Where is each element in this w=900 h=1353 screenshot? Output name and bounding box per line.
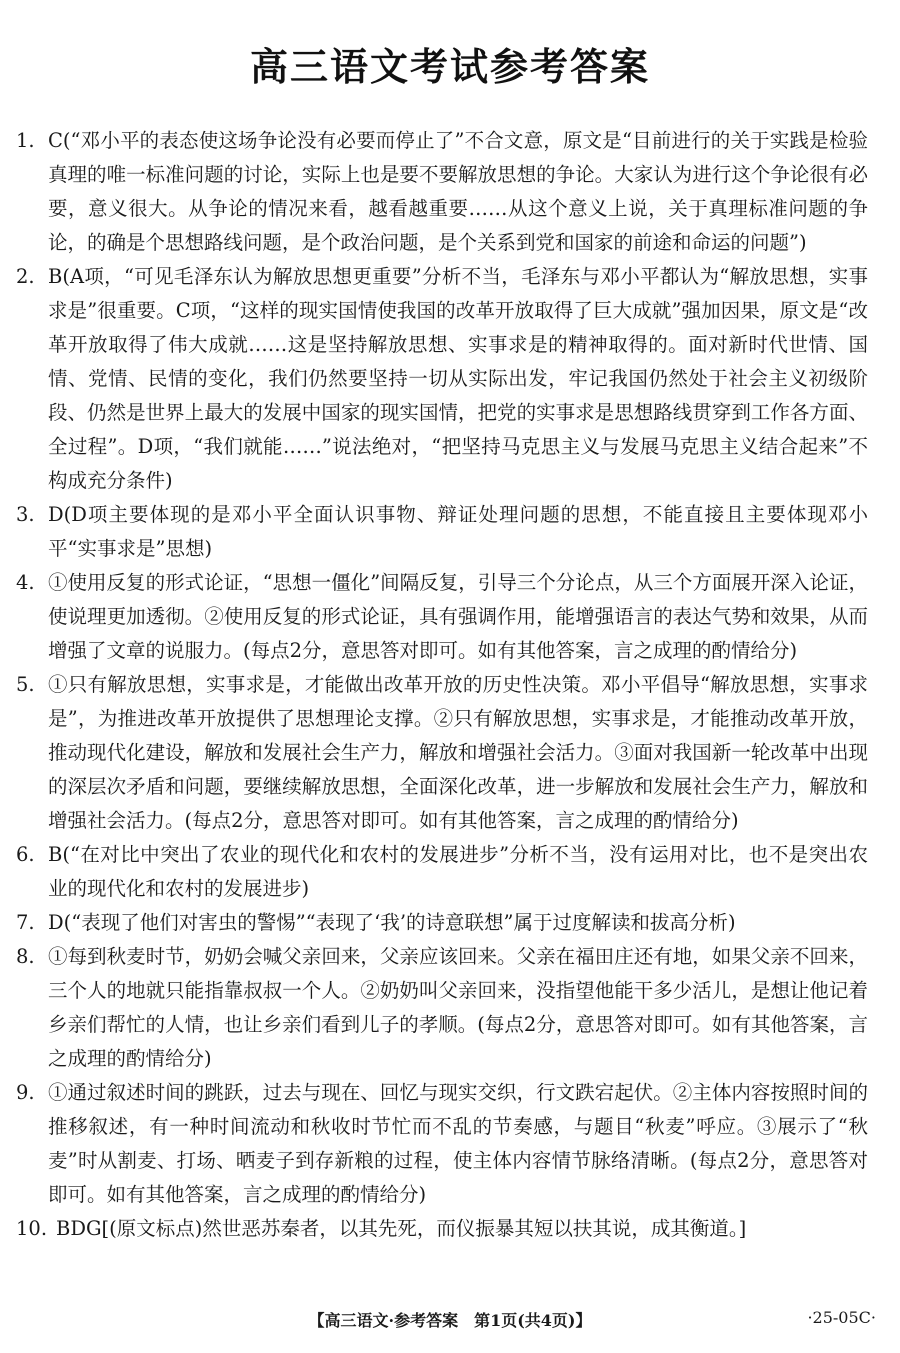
answer-item-1 — [16, 124, 868, 260]
answer-number: 7. — [16, 911, 35, 934]
answer-item-8 — [16, 940, 868, 1076]
answer-number: 9. — [16, 1081, 35, 1104]
footer-page-info: 【高三语文·参考答案 第1页(共4页)】 — [308, 1311, 592, 1330]
answer-number: 8. — [16, 945, 35, 968]
answer-item-10 — [16, 1212, 868, 1246]
answer-number: 2. — [16, 265, 35, 288]
answer-text: ①每到秋麦时节，奶奶会喊父亲回来，父亲应该回来。父亲在福田庄还有地，如果父亲不回来，三个人的地就只能指靠叔叔一个人。②奶奶叫父亲回来，没指望他能干多少活儿，是想让他记着乡亲们帮忙的人情，也让乡亲们看到儿子的孝顺。(每点2分，意思答对即可。如有其他答案，言之成理的酌情给分) — [48, 945, 868, 1070]
answer-number: 4. — [16, 571, 35, 594]
answer-number: 1. — [16, 129, 35, 152]
answer-item-5 — [16, 668, 868, 838]
answer-text: B(A项，“可见毛泽东认为解放思想更重要”分析不当，毛泽东与邓小平都认为“解放思想，实事求是”很重要。C项，“这样的现实国情使我国的改革开放取得了巨大成就”强加因果，原文是“改革开放取得了伟大成就……这是坚持解放思想、实事求是的精神取得的。面对新时代世情、国情、党情、民情的变化，我们仍然要坚持一切从实际出发，牢记我国仍然处于社会主义初级阶段、仍然是世界上最大的发展中国家的现实国情，把党的实事求是思想路线贯穿到工作各方面、全过程”。D项，“我们就能……”说法绝对，“把坚持马克思主义与发展马克思主义结合起来”不构成充分条件) — [48, 265, 868, 492]
answer-number: 10. — [16, 1217, 48, 1240]
answer-item-4 — [16, 566, 868, 668]
page-footer — [0, 1304, 900, 1334]
answer-item-2 — [16, 260, 868, 498]
answer-list — [16, 124, 868, 1246]
answer-item-9 — [16, 1076, 868, 1212]
answer-text: ①通过叙述时间的跳跃，过去与现在、回忆与现实交织，行文跌宕起伏。②主体内容按照时间的推移叙述，有一种时间流动和秋收时节忙而不乱的节奏感，与题目“秋麦”呼应。③展示了“秋麦”时从割麦、打场、晒麦子到存新粮的过程，使主体内容情节脉络清晰。(每点2分，意思答对即可。如有其他答案，言之成理的酌情给分) — [48, 1081, 868, 1206]
answer-number: 6. — [16, 843, 35, 866]
answer-item-7 — [16, 906, 868, 940]
answer-text: B(“在对比中突出了农业的现代化和农村的发展进步”分析不当，没有运用对比，也不是突出农业的现代化和农村的发展进步) — [48, 843, 868, 900]
answer-text: BDG[(原文标点)然世恶苏秦者，以其先死，而仪振暴其短以扶其说，成其衡道。] — [56, 1217, 747, 1240]
answer-text: ①只有解放思想，实事求是，才能做出改革开放的历史性决策。邓小平倡导“解放思想，实事求是”，为推进改革开放提供了思想理论支撑。②只有解放思想，实事求是，才能推动改革开放，推动现代化建设，解放和发展社会生产力，解放和增强社会活力。③面对我国新一轮改革中出现的深层次矛盾和问题，要继续解放思想，全面深化改革，进一步解放和发展社会生产力，解放和增强社会活力。(每点2分，意思答对即可。如有其他答案，言之成理的酌情给分) — [48, 673, 868, 832]
answer-item-3 — [16, 498, 868, 566]
answer-text: ①使用反复的形式论证，“思想一僵化”间隔反复，引导三个分论点，从三个方面展开深入论证，使说理更加透彻。②使用反复的形式论证，具有强调作用，能增强语言的表达气势和效果，从而增强了文章的说服力。(每点2分，意思答对即可。如有其他答案，言之成理的酌情给分) — [48, 571, 868, 662]
answer-number: 5. — [16, 673, 35, 696]
answer-item-6 — [16, 838, 868, 906]
answer-text: D(D项主要体现的是邓小平全面认识事物、辩证处理问题的思想，不能直接且主要体现邓小平“实事求是”思想) — [48, 503, 868, 560]
answer-text: C(“邓小平的表态使这场争论没有必要而停止了”不合文意，原文是“目前进行的关于实践是检验真理的唯一标准问题的讨论，实际上也是要不要解放思想的争论。大家认为进行这个争论很有必要，意义很大。从争论的情况来看，越看越重要……从这个意义上说，关于真理标准问题的争论，的确是个思想路线问题，是个政治问题，是个关系到党和国家的前途和命运的问题”) — [48, 129, 868, 254]
footer-exam-code: ·25-05C· — [807, 1308, 876, 1327]
answer-number: 3. — [16, 503, 35, 526]
answer-text: D(“表现了他们对害虫的警惕”“表现了‘我’的诗意联想”属于过度解读和拔高分析) — [48, 911, 736, 934]
page-title: 高三语文考试参考答案 — [249, 45, 650, 89]
